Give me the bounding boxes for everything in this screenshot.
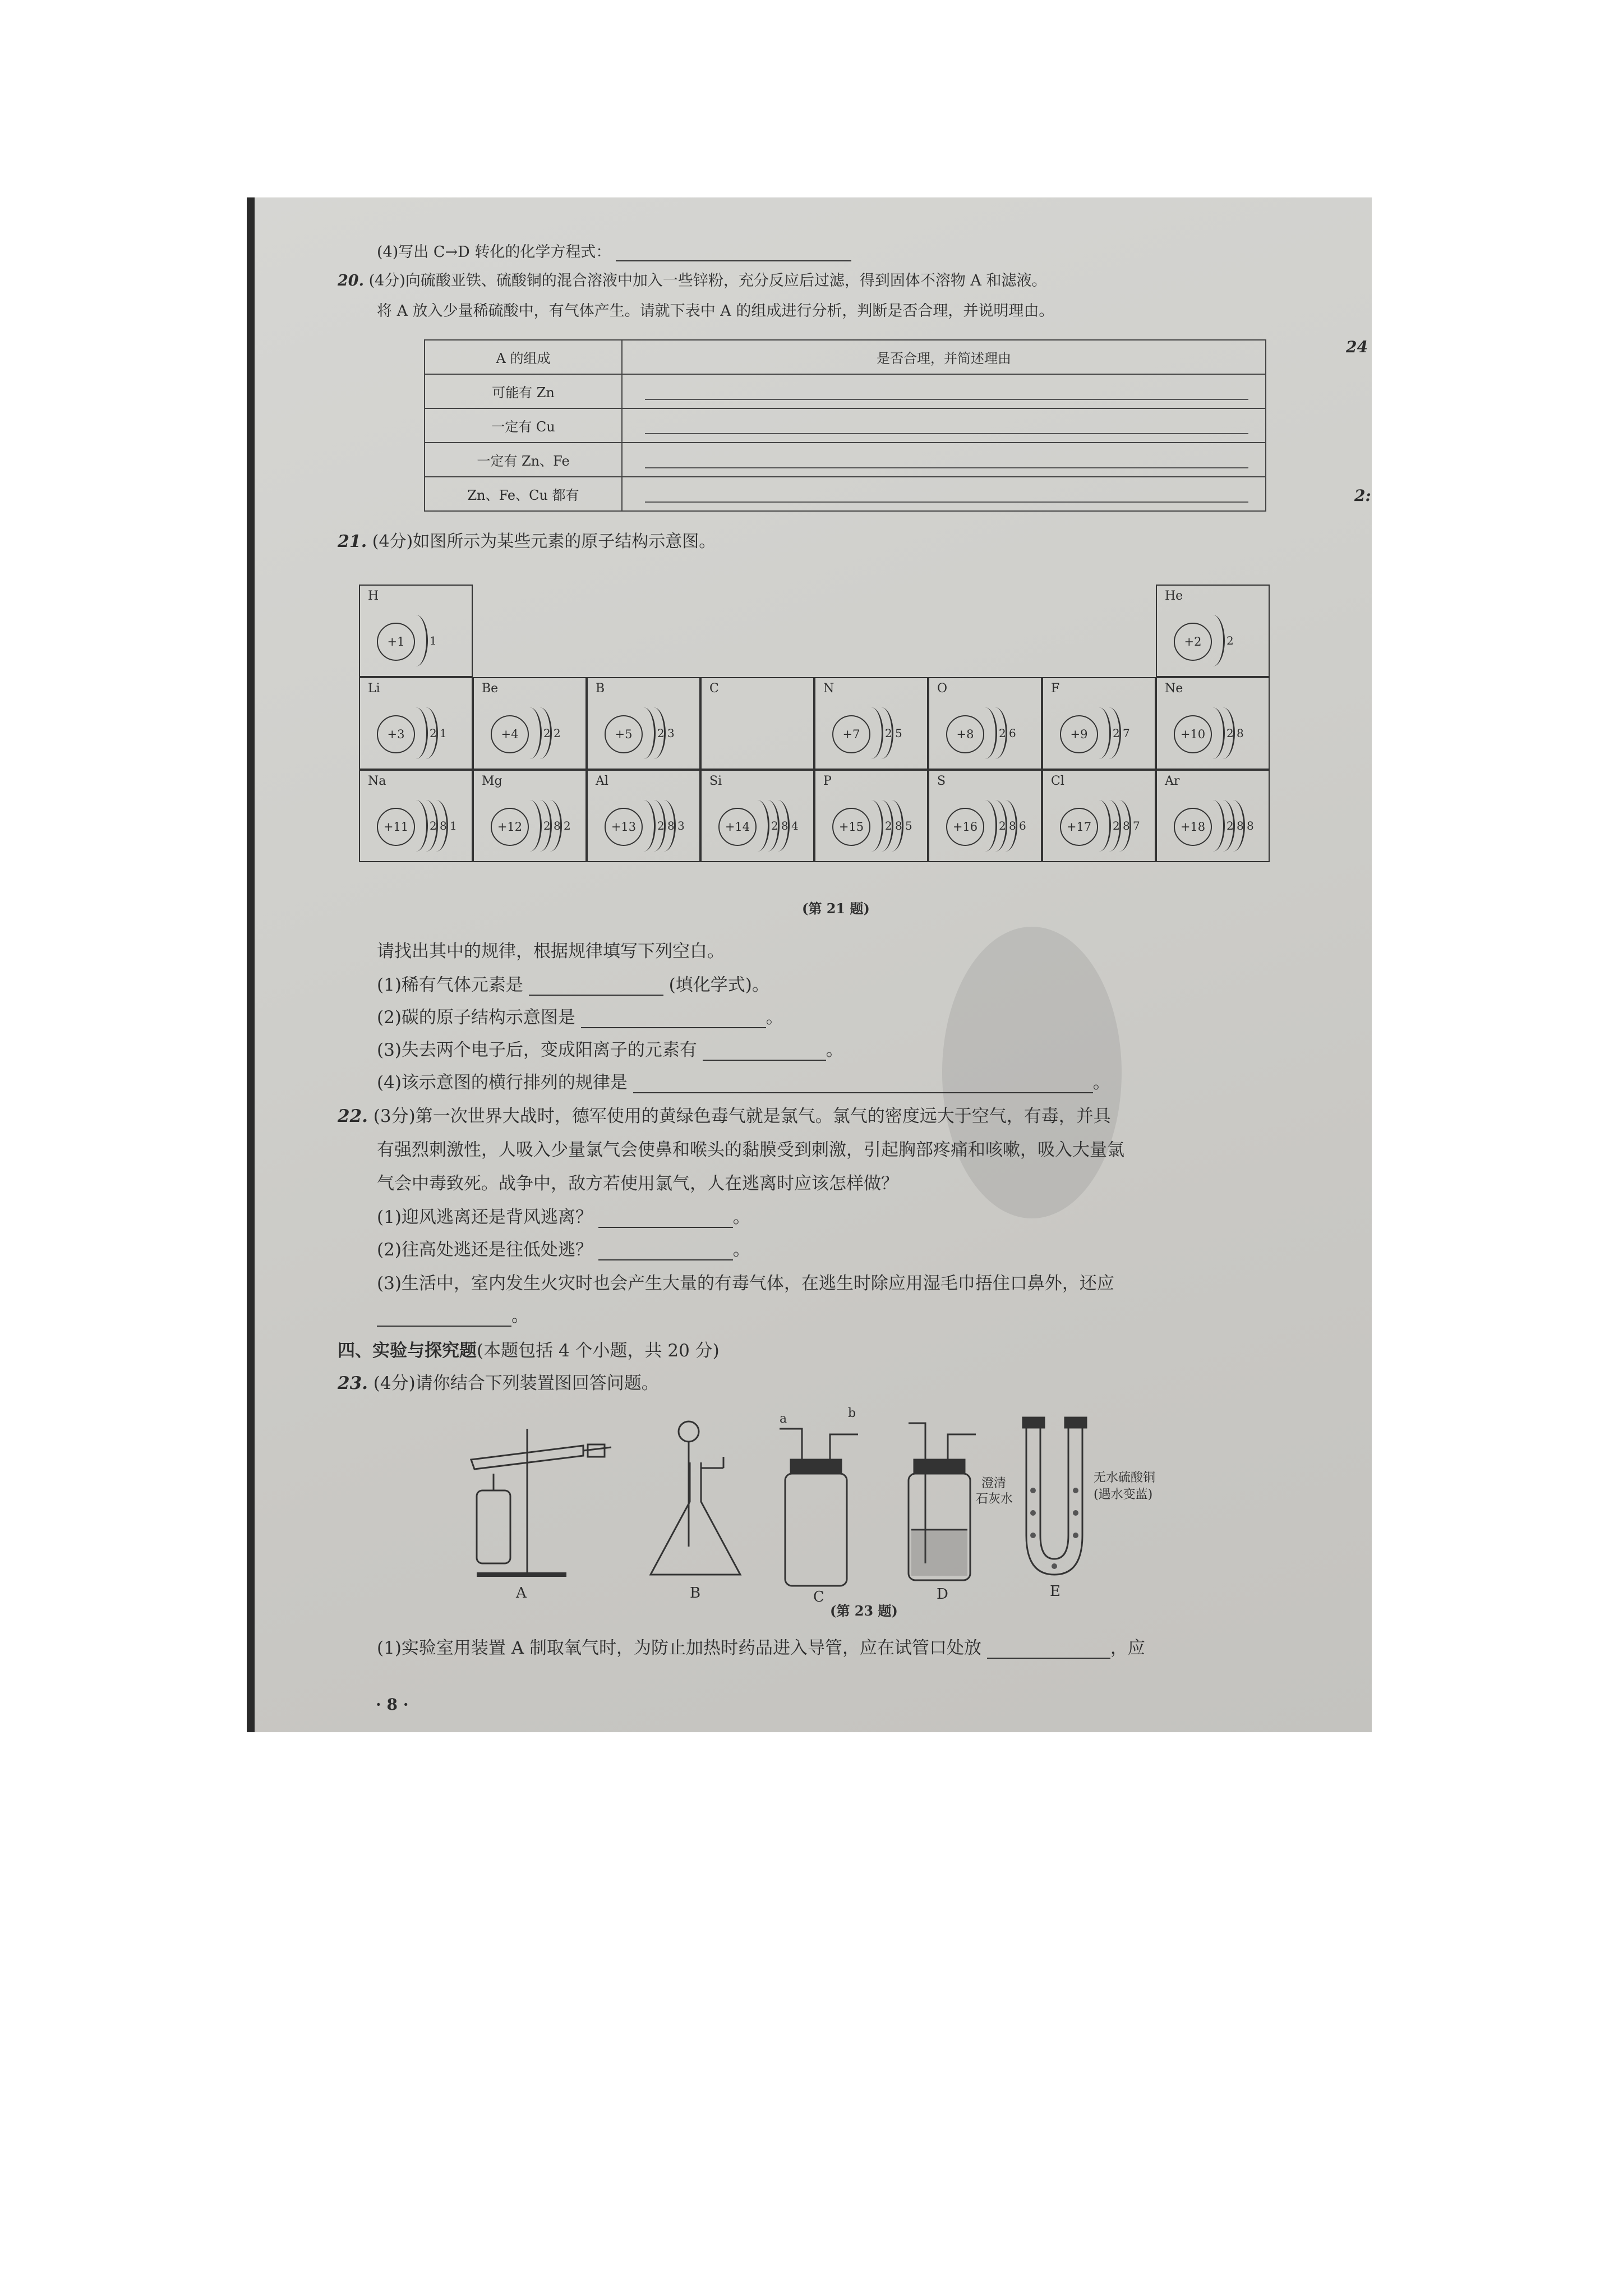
electron-count: 8 bbox=[1009, 819, 1016, 832]
element-symbol: B bbox=[596, 682, 605, 696]
apparatus-drawing bbox=[454, 1406, 1267, 1608]
q22-part1-text: (1)迎风逃离还是背风逃离？ bbox=[377, 1207, 593, 1227]
limewater-label-2: 石灰水 bbox=[976, 1492, 1013, 1506]
element-cell bbox=[928, 677, 1042, 770]
q23-stem bbox=[338, 1369, 659, 1394]
q22-part1: (1)迎风逃离还是背风逃离？ 。 bbox=[377, 1207, 750, 1227]
electron-count: 2 bbox=[564, 819, 571, 832]
q19-part4 bbox=[377, 240, 851, 261]
table-row-label: 一定有 Cu bbox=[425, 408, 622, 443]
answer-line bbox=[645, 399, 1248, 400]
side-question-number-24: 24 bbox=[1346, 338, 1368, 356]
scanned-page bbox=[247, 197, 1372, 1732]
q23-caption: (第 23 题) bbox=[830, 1603, 898, 1619]
q21-part4: (4)该示意图的横行排列的规律是 。 bbox=[377, 1073, 1110, 1093]
element-cell bbox=[814, 770, 928, 862]
answer-blank bbox=[377, 1309, 511, 1327]
element-cell bbox=[1042, 770, 1156, 862]
electron-count: 2 bbox=[771, 819, 778, 832]
element-symbol: Cl bbox=[1051, 774, 1064, 788]
question-number: 21. bbox=[338, 532, 367, 551]
nucleus-charge: +16 bbox=[946, 808, 984, 846]
q20-table bbox=[424, 339, 1266, 512]
limewater-label-1: 澄清 bbox=[981, 1476, 1007, 1490]
element-symbol: Na bbox=[368, 774, 386, 788]
apparatus-label-d: D bbox=[937, 1586, 948, 1603]
electron-count: 8 bbox=[895, 819, 902, 832]
electron-shell-arc bbox=[766, 800, 790, 852]
electron-count: 3 bbox=[667, 726, 675, 740]
nucleus-charge: +14 bbox=[718, 808, 757, 846]
section-title: 四、实验与探究题 bbox=[338, 1341, 477, 1361]
element-symbol: S bbox=[937, 774, 946, 788]
electron-count: 6 bbox=[1009, 726, 1016, 740]
answer-blank bbox=[703, 1043, 826, 1061]
electron-count: 2 bbox=[999, 726, 1006, 740]
section-note: (本题包括 4 个小题，共 20 分) bbox=[477, 1341, 720, 1361]
electron-count: 2 bbox=[430, 819, 437, 832]
answer-line bbox=[645, 501, 1248, 503]
question-number: 23. bbox=[338, 1373, 368, 1393]
q21-caption: (第 21 题) bbox=[802, 900, 870, 917]
element-cell bbox=[928, 770, 1042, 862]
electron-count: 2 bbox=[999, 819, 1006, 832]
nucleus-charge: +8 bbox=[946, 715, 984, 753]
electron-count: 8 bbox=[1247, 819, 1254, 832]
question-number: 20. bbox=[338, 272, 364, 289]
electron-count: 2 bbox=[1227, 726, 1234, 740]
electron-shell-arc bbox=[879, 800, 903, 852]
nucleus-charge: +4 bbox=[491, 715, 529, 753]
element-symbol: Si bbox=[709, 774, 722, 788]
electron-count: 2 bbox=[657, 726, 665, 740]
q20-text-2: 将 A 放入少量稀硫酸中，有气体产生。请就下表中 A 的组成进行分析，判断是否合理，并说明理由。 bbox=[377, 302, 1054, 320]
q21-part3: (3)失去两个电子后，变成阳离子的元素有 。 bbox=[377, 1040, 843, 1060]
electron-count: 2 bbox=[543, 726, 551, 740]
q23-part1 bbox=[377, 1634, 1145, 1659]
nucleus-charge: +13 bbox=[605, 808, 643, 846]
answer-blank bbox=[633, 1075, 1093, 1093]
element-symbol: Ar bbox=[1165, 774, 1180, 788]
q23-text: (4分)请你结合下列装置图回答问题。 bbox=[373, 1373, 659, 1393]
element-symbol: Mg bbox=[482, 774, 502, 788]
q22-part3-text: (3)生活中，室内发生火灾时也会产生大量的有毒气体，在逃生时除应用湿毛巾捂住口鼻外，还应 bbox=[377, 1273, 1114, 1294]
nucleus-charge: +17 bbox=[1060, 808, 1098, 846]
electron-count: 2 bbox=[430, 726, 437, 740]
electron-count: 5 bbox=[895, 726, 902, 740]
electron-count: 8 bbox=[554, 819, 561, 832]
nucleus-charge: +7 bbox=[832, 715, 870, 753]
element-cell bbox=[1156, 677, 1270, 770]
q20-text-1: (4分)向硫酸亚铁、硫酸铜的混合溶液中加入一些锌粉，充分反应后过滤，得到固体不溶物 A 和滤液。 bbox=[368, 272, 1047, 289]
q21-instruction: 请找出其中的规律，根据规律填写下列空白。 bbox=[377, 941, 725, 961]
table-header-composition: A 的组成 bbox=[425, 340, 622, 374]
q22-text-1: (3分)第一次世界大战时，德军使用的黄绿色毒气就是氯气。氯气的密度远大于空气，有毒，并具 bbox=[373, 1106, 1111, 1126]
element-cell bbox=[473, 677, 587, 770]
apparatus-label-a: A bbox=[516, 1585, 527, 1602]
copper-sulfate-label-1: 无水硫酸铜 bbox=[1094, 1471, 1156, 1485]
element-cell bbox=[814, 677, 928, 770]
electron-count: 2 bbox=[1227, 819, 1234, 832]
q20-line1 bbox=[338, 268, 1047, 290]
q23-part1-text: (1)实验室用装置 A 制取氧气时，为防止加热时药品进入导管，应在试管口处放 bbox=[377, 1638, 982, 1658]
q23-part1-tail: ，应 bbox=[1110, 1638, 1145, 1658]
element-cell bbox=[1156, 770, 1270, 862]
q22-line1 bbox=[338, 1102, 1111, 1127]
answer-blank bbox=[581, 1010, 766, 1028]
electron-shell-arc bbox=[414, 707, 438, 759]
electron-count: 7 bbox=[1133, 819, 1140, 832]
electron-count: 8 bbox=[440, 819, 447, 832]
element-symbol: He bbox=[1165, 589, 1183, 603]
answer-blank bbox=[616, 243, 851, 261]
q22-text-2: 有强烈刺激性，人吸入少量氯气会使鼻和喉头的黏膜受到刺激，引起胸部疼痛和咳嗽，吸入大量氯 bbox=[377, 1140, 1124, 1160]
electron-count: 2 bbox=[1113, 819, 1120, 832]
table-answer-cell bbox=[622, 408, 1266, 443]
electron-count: 2 bbox=[1113, 726, 1120, 740]
electron-count: 6 bbox=[1019, 819, 1026, 832]
element-cell bbox=[359, 770, 473, 862]
table-row-label: 一定有 Zn、Fe bbox=[425, 443, 622, 477]
answer-blank bbox=[529, 978, 663, 996]
q19-part4-text: (4)写出 C→D 转化的化学方程式： bbox=[377, 243, 611, 261]
electron-count: 7 bbox=[1123, 726, 1130, 740]
electron-shell-arc bbox=[404, 615, 428, 666]
electron-count: 3 bbox=[677, 819, 685, 832]
element-cell bbox=[587, 770, 700, 862]
table-answer-cell bbox=[622, 374, 1266, 408]
electron-shell-arc bbox=[1201, 615, 1225, 666]
q21-part1-text: (1)稀有气体元素是 bbox=[377, 975, 523, 995]
atomic-structure-grid bbox=[357, 578, 1279, 881]
electron-shell-arc bbox=[993, 800, 1017, 852]
element-symbol: Al bbox=[596, 774, 608, 788]
electron-count: 1 bbox=[450, 819, 457, 832]
element-cell bbox=[473, 770, 587, 862]
element-cell bbox=[587, 677, 700, 770]
element-symbol: F bbox=[1051, 682, 1060, 696]
electron-count: 8 bbox=[667, 819, 675, 832]
element-cell bbox=[700, 770, 814, 862]
apparatus-figure bbox=[454, 1406, 1267, 1608]
element-cell bbox=[1156, 585, 1270, 677]
nucleus-charge: +18 bbox=[1174, 808, 1212, 846]
answer-line bbox=[645, 433, 1248, 434]
q22-text-3: 气会中毒致死。战争中，敌方若使用氯气，人在逃离时应该怎样做？ bbox=[377, 1174, 898, 1194]
nucleus-charge: +11 bbox=[377, 808, 415, 846]
table-row-label: Zn、Fe、Cu 都有 bbox=[425, 477, 622, 511]
q21-text: (4分)如图所示为某些元素的原子结构示意图。 bbox=[372, 532, 716, 551]
element-cell bbox=[1042, 677, 1156, 770]
electron-shell-arc bbox=[528, 707, 552, 759]
electron-count: 2 bbox=[885, 726, 892, 740]
table-answer-cell bbox=[622, 443, 1266, 477]
q21-part4-text: (4)该示意图的横行排列的规律是 bbox=[377, 1073, 628, 1093]
element-symbol: Ne bbox=[1165, 682, 1183, 696]
nucleus-charge: +9 bbox=[1060, 715, 1098, 753]
electron-shell-arc bbox=[1107, 800, 1131, 852]
element-cell bbox=[700, 677, 814, 770]
table-row-label: 可能有 Zn bbox=[425, 374, 622, 408]
q21-part1 bbox=[377, 970, 769, 996]
port-b-label: b bbox=[848, 1406, 856, 1420]
answer-blank bbox=[987, 1641, 1110, 1659]
apparatus-label-c: C bbox=[813, 1589, 824, 1605]
element-symbol: Li bbox=[368, 682, 380, 696]
element-cell bbox=[359, 585, 473, 677]
table-header-judgement: 是否合理，并简述理由 bbox=[622, 340, 1266, 374]
q21-part2: (2)碳的原子结构示意图是 。 bbox=[377, 1007, 783, 1028]
electron-shell-arc bbox=[1221, 800, 1245, 852]
electron-count: 8 bbox=[781, 819, 789, 832]
element-symbol: N bbox=[823, 682, 834, 696]
q21-part3-text: (3)失去两个电子后，变成阳离子的元素有 bbox=[377, 1040, 697, 1060]
electron-shell-arc bbox=[869, 707, 893, 759]
apparatus-label-e: E bbox=[1050, 1583, 1061, 1600]
electron-count: 2 bbox=[543, 819, 551, 832]
electron-shell-arc bbox=[1097, 707, 1121, 759]
electron-count: 2 bbox=[885, 819, 892, 832]
electron-count: 1 bbox=[440, 726, 447, 740]
nucleus-charge: +12 bbox=[491, 808, 529, 846]
answer-blank bbox=[598, 1243, 733, 1260]
element-symbol: O bbox=[937, 682, 948, 696]
electron-count: 2 bbox=[1227, 634, 1234, 647]
table-answer-cell bbox=[622, 477, 1266, 511]
nucleus-charge: +10 bbox=[1174, 715, 1212, 753]
question-number: 22. bbox=[338, 1106, 368, 1126]
electron-count: 2 bbox=[657, 819, 665, 832]
nucleus-charge: +5 bbox=[605, 715, 643, 753]
electron-count: 4 bbox=[791, 819, 799, 832]
element-symbol: Be bbox=[482, 682, 499, 696]
q21-part1-tail: (填化学式)。 bbox=[668, 975, 769, 995]
nucleus-charge: +15 bbox=[832, 808, 870, 846]
q21-stem bbox=[338, 527, 716, 552]
side-question-number: 2: bbox=[1354, 486, 1371, 505]
nucleus-charge: +3 bbox=[377, 715, 415, 753]
electron-count: 5 bbox=[905, 819, 912, 832]
apparatus-label-b: B bbox=[690, 1585, 701, 1602]
answer-line bbox=[645, 467, 1248, 468]
nucleus-charge: +1 bbox=[377, 623, 415, 661]
electron-count: 8 bbox=[1123, 819, 1130, 832]
page-number: · 8 · bbox=[376, 1695, 409, 1714]
electron-count: 8 bbox=[1237, 726, 1244, 740]
element-symbol: C bbox=[709, 682, 719, 696]
electron-count: 8 bbox=[1237, 819, 1244, 832]
q22-part3-blank: 。 bbox=[377, 1301, 529, 1327]
electron-count: 1 bbox=[430, 634, 437, 647]
electron-count: 2 bbox=[554, 726, 561, 740]
q22-part2: (2)往高处逃还是往低处逃？ 。 bbox=[377, 1240, 750, 1260]
electron-shell-arc bbox=[652, 800, 676, 852]
electron-shell-arc bbox=[538, 800, 562, 852]
section-heading bbox=[338, 1336, 720, 1361]
element-cell bbox=[359, 677, 473, 770]
port-a-label: a bbox=[780, 1412, 787, 1426]
nucleus-charge: +2 bbox=[1174, 623, 1212, 661]
electron-shell-arc bbox=[1211, 707, 1235, 759]
electron-shell-arc bbox=[642, 707, 666, 759]
q21-part2-text: (2)碳的原子结构示意图是 bbox=[377, 1007, 575, 1028]
copper-sulfate-label-2: (遇水变蓝) bbox=[1094, 1488, 1153, 1502]
electron-shell-arc bbox=[983, 707, 1007, 759]
electron-shell-arc bbox=[424, 800, 448, 852]
q22-part2-text: (2)往高处逃还是往低处逃？ bbox=[377, 1240, 593, 1260]
element-symbol: H bbox=[368, 589, 379, 603]
element-symbol: P bbox=[823, 774, 832, 788]
answer-blank bbox=[598, 1210, 733, 1228]
